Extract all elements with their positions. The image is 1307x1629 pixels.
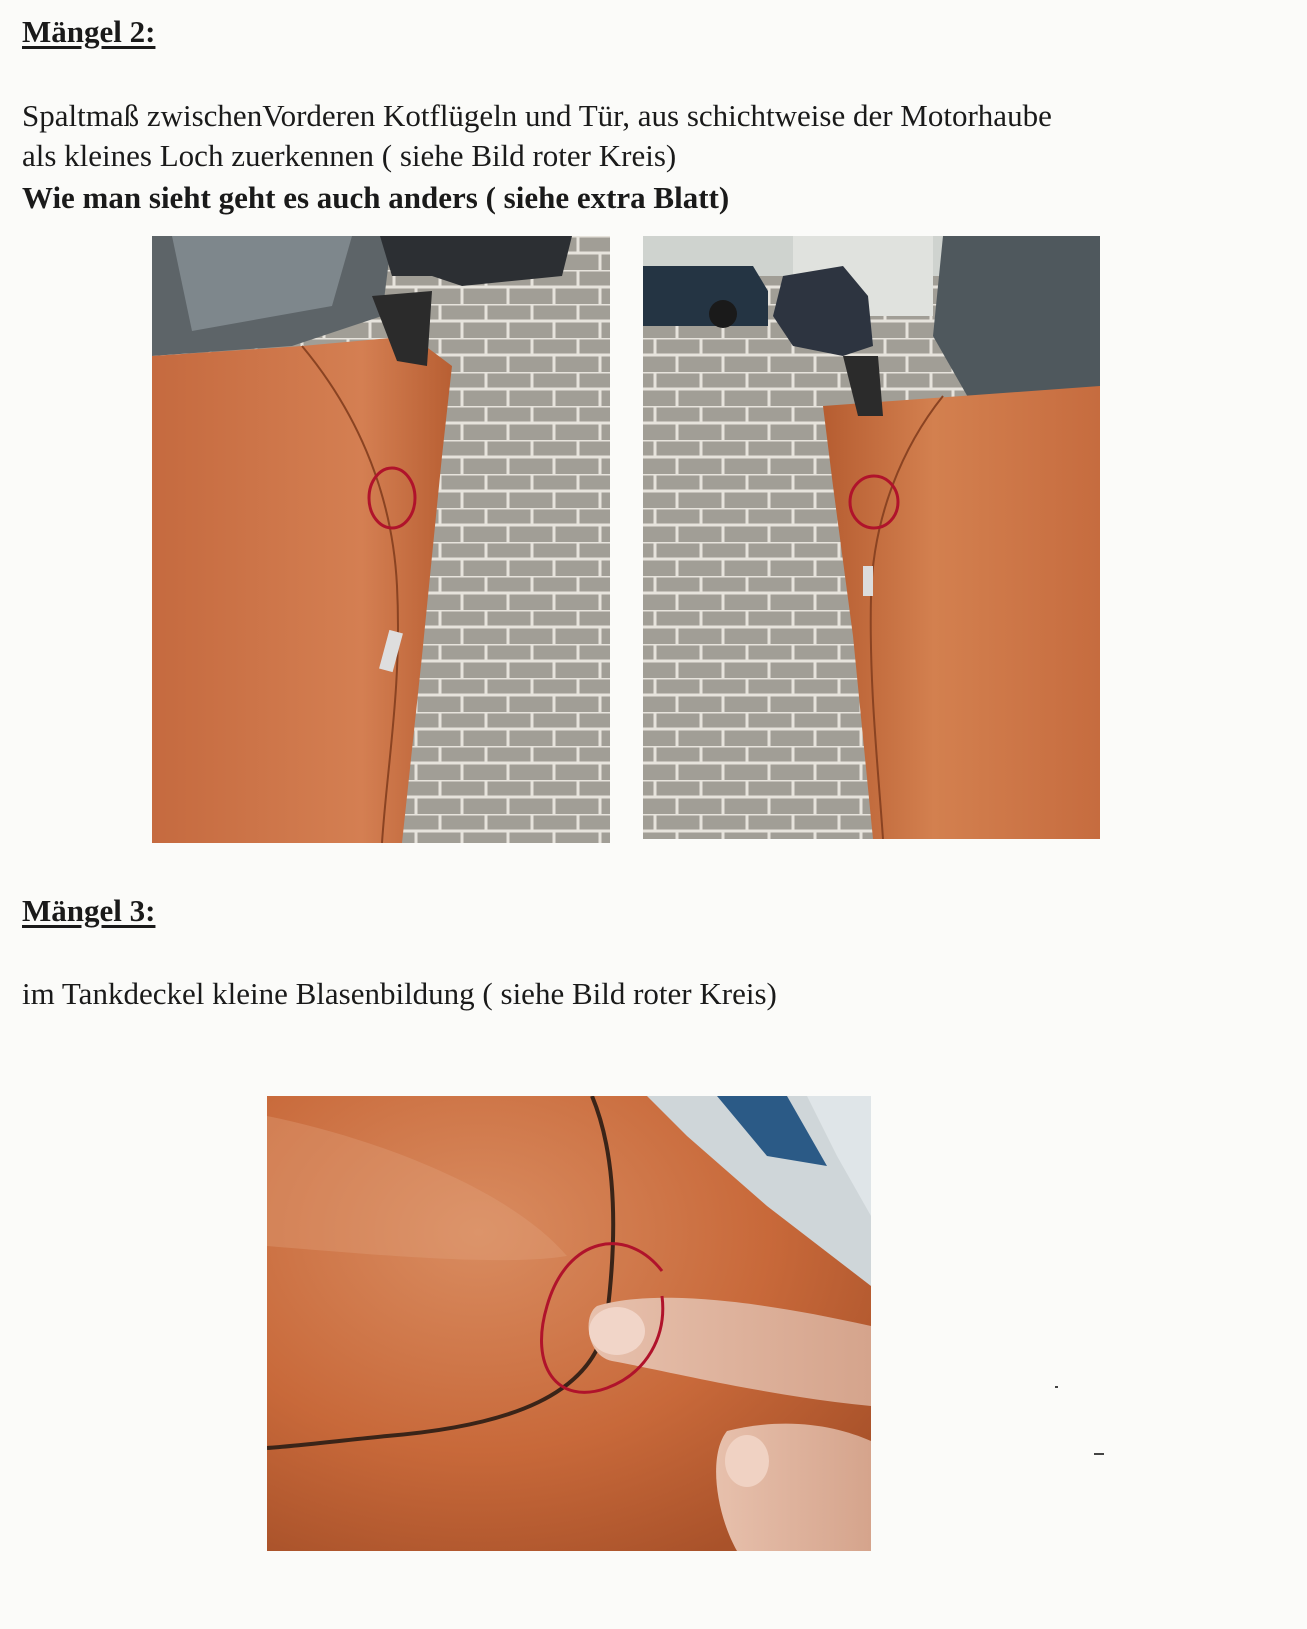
scan-speck (1094, 1453, 1104, 1455)
section-2-description-line-2: als kleines Loch zuerkennen ( siehe Bild roter Kreis) (22, 138, 677, 173)
section-2-note: Wie man sieht geht es auch anders ( siehe extra Blatt) (22, 180, 730, 215)
scan-speck (1055, 1386, 1058, 1388)
photo-right-fender-gap (643, 236, 1100, 839)
section-3-heading: Mängel 3: (22, 893, 156, 928)
section-3-description: im Tankdeckel kleine Blasenbildung ( siehe Bild roter Kreis) (22, 976, 777, 1011)
photo-left-fender-gap (152, 236, 610, 843)
section-2-heading: Mängel 2: (22, 14, 156, 49)
section-2-description-line-1: Spaltmaß zwischenVorderen Kotflügeln und Tür, aus schichtweise der Motorhaube (22, 98, 1052, 133)
photo-fuel-cap-bubble (267, 1096, 871, 1551)
